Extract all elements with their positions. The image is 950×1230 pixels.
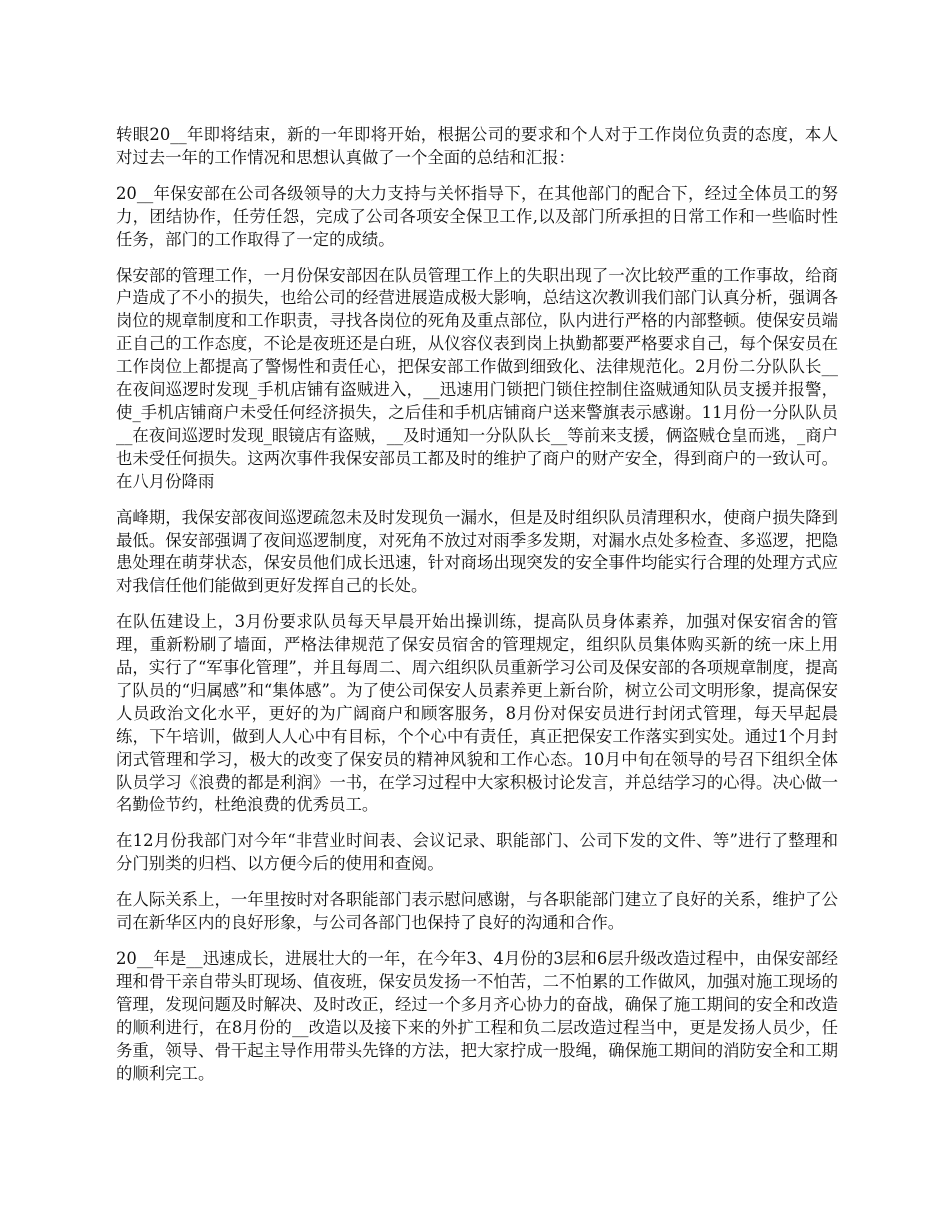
paragraph-relations: 在人际关系上，一年里按时对各职能部门表示慰问感谢，与各职能部门建立了良好的关系，维护了公司在新华区内的良好形象，与公司各部门也保持了良好的沟通和合作。 — [116, 890, 838, 933]
paragraph-management: 保安部的管理工作，一月份保安部因在队员管理工作上的失职出现了一次比较严重的工作事故，给商户造成了不小的损失，也给公司的经营进展造成极大影响，总结这次教训我们部门认真分析，强调各岗位的规章制度和工作职责，寻找各岗位的死角及重点部位，队内进行严格的内部整顿。使保安员端正自己的工作态度，不论是夜班还是白班，从仪容仪表到岗上执勤都要严格要求自己，每个保安员在工作岗位上都提高了警惕性和责任心，把保安部工作做到细致化、法律规范化。2月份二分队队长__在夜间巡逻时发现_手机店铺有盗贼进入，__迅速用门锁把门锁住控制住盗贼通知队员支援并报警，使_手机店铺商户未受任何经济损失，之后佳和手机店铺商户送来警旗表示感谢。11月份一分队队员__在夜间巡逻时发现_眼镜店有盗贼，__及时通知一分队队长__等前来支援，俩盗贼仓皇而逃，_商户也未受任何损失。这两次事件我保安部员工都及时的维护了商户的财产安全，得到商户的一致认可。在八月份降雨 — [116, 265, 838, 491]
document-body — [116, 124, 838, 1098]
paragraph-intro: 转眼20__年即将结束，新的一年即将开始，根据公司的要求和个人对于工作岗位负责的态度，本人对过去一年的工作情况和思想认真做了一个全面的总结和汇报： — [116, 125, 838, 167]
paragraph-archiving: 在12月份我部门对今年“非营业时间表、会议记录、职能部门、公司下发的文件、等”进行了整理和分门别类的归档、以方便今后的使用和查阅。 — [116, 831, 838, 874]
paragraph-renovation: 20__年是__迅速成长，进展壮大的一年，在今年3、4月份的3层和6层升级改造过程中，由保安部经理和骨干亲自带头盯现场、值夜班，保安员发扬一不怕苦，二不怕累的工作做风，加强对施工现场的管理，发现问题及时解决、及时改正，经过一个多月齐心协力的奋战，确保了施工期间的安全和改造的顺利进行，在8月份的__改造以及接下来的外扩工程和负二层改造过程当中，更是发扬人员少，任务重，领导、骨干起主导作用带头先锋的方法，把大家拧成一股绳，确保施工期间的消防安全和工期的顺利完工。 — [116, 949, 838, 1083]
paragraph-overview: 20__年保安部在公司各级领导的大力支持与关怀指导下，在其他部门的配合下，经过全体员工的努力，团结协作，任劳任怨，完成了公司各项安全保卫工作,以及部门所承担的日常工作和一些临时性任务，部门的工作取得了一定的成绩。 — [116, 183, 838, 249]
paragraph-rain-season: 高峰期，我保安部夜间巡逻疏忽未及时发现负一漏水，但是及时组织队员清理积水，使商户损失降到最低。保安部强调了夜间巡逻制度，对死角不放过对雨季多发期，对漏水点处多检查、多巡逻，把隐患处理在萌芽状态，保安员他们成长迅速，针对商场出现突发的安全事件均能实行合理的处理方式应对我信任他们能做到更好发挥自己的长处。 — [116, 507, 838, 596]
paragraph-team-building: 在队伍建设上，3月份要求队员每天早晨开始出操训练，提高队员身体素养，加强对保安宿舍的管理，重新粉刷了墙面，严格法律规范了保安员宿舍的管理规定，组织队员集体购买新的统一床上用品，实行了“军事化管理”，并且每周二、周六组织队员重新学习公司及保安部的各项规章制度，提高了队员的“归属感”和“集体感”。为了使公司保安人员素养更上新台阶，树立公司文明形象，提高保安人员政治文化水平，更好的为广阔商户和顾客服务，8月份对保安员进行封闭式管理，每天早起晨练，下午培训，做到人人心中有目标，个个心中有责任，真正把保安工作落实到实处。通过1个月封闭式管理和学习，极大的改变了保安员的精神风貌和工作心态。10月中旬在领导的号召下组织全体队员学习《浪费的都是利润》一书，在学习过程中大家积极讨论发言，并总结学习的心得。决心做一名勤俭节约，杜绝浪费的优秀员工。 — [116, 612, 838, 815]
